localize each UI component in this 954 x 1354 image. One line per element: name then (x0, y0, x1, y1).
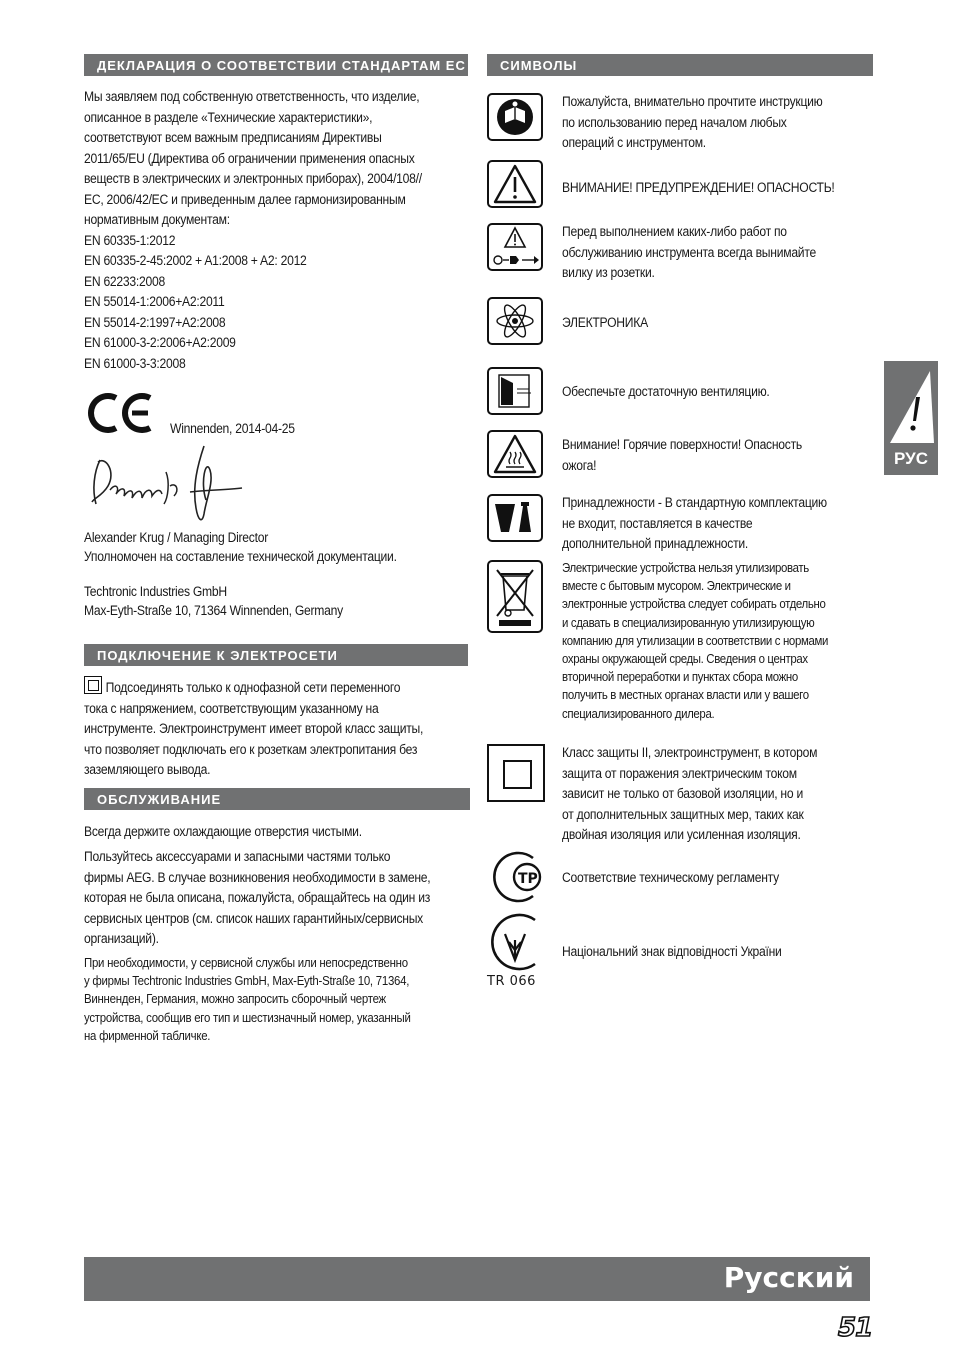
symbol-line: ожога! (562, 457, 597, 473)
read-manual-icon (487, 93, 543, 141)
symbol-text (562, 435, 861, 476)
maintenance-p3 (84, 954, 411, 1045)
ukraine-conformity-icon (485, 912, 545, 972)
symbol-text (562, 942, 861, 963)
maintenance-line: у фирмы Techtronic Industries GmbH, Max-Eyth-Straße 10, 71364, (84, 973, 410, 989)
company-name: Techtronic Industries GmbH (84, 584, 227, 599)
symbol-line: охраны окружающей среды. Сведения о центрах (562, 651, 808, 667)
symbol-line: Обеспечьте достаточную вентиляцию. (562, 384, 770, 399)
symbol-line: Пожалуйста, внимательно прочтите инструкцию (562, 94, 823, 109)
symbol-text (562, 868, 861, 889)
symbol-text (562, 743, 861, 846)
maintenance-line: Винненден, Германия, можно запросить сборочный чертеж (84, 991, 386, 1007)
footer-language: Русский (723, 1261, 854, 1294)
signature-image (86, 442, 246, 526)
maintenance-line: При необходимости, у сервисной службы или непосредственно (84, 955, 408, 970)
footer-bar (84, 1257, 870, 1301)
symbol-text (562, 222, 861, 284)
symbol-line: получить в местных органах власти или у вашего (562, 687, 809, 703)
declaration-line: описанное в разделе «Технические характеристики», (84, 109, 373, 125)
symbol-line: двойная изоляция или усиленная изоляция. (562, 827, 801, 842)
mains-line: Подсоединять только к однофазной сети переменного (105, 680, 401, 695)
symbol-line: зависит не только от базовой изоляции, но и (562, 786, 803, 801)
standard-line: EN 55014-1:2006+A2:2011 (84, 294, 225, 309)
mains-line: заземляющего вывода. (84, 762, 211, 777)
symbol-line: обслуживанию инструмента всегда вынимайте (562, 244, 816, 260)
language-side-tab (884, 361, 938, 475)
svg-text:ТР: ТР (518, 871, 538, 887)
maintenance-line: фирмы AEG. В случае возникновения необходимости в замене, (84, 869, 431, 885)
symbol-line: защита от поражения электрическим током (562, 765, 797, 781)
standard-line: EN 60335-2-45:2002 + A1:2008 + A2: 2012 (84, 253, 307, 268)
declaration-line: ЕС, 2006/42/ЕС и приведенным далее гармонизированным (84, 191, 406, 207)
declaration-line: нормативным документам: (84, 212, 230, 227)
symbol-line: Принадлежности - В стандартную комплектацию (562, 495, 827, 510)
ukraine-mark-code: TR 066 (487, 974, 536, 989)
company-address: Max-Eyth-Straße 10, 71364 Winnenden, Germany (84, 603, 343, 618)
authorized-note: Уполномочен на составление технической документации. (84, 549, 397, 564)
place-date: Winnenden, 2014-04-25 (170, 421, 295, 436)
mains-heading: ПОДКЛЮЧЕНИЕ К ЭЛЕКТРОСЕТИ (84, 644, 468, 666)
declaration-line: веществ в электрических и электронных приборах), 2004/108// (84, 171, 422, 186)
symbol-line: вилку из розетки. (562, 265, 655, 280)
symbol-line: Соответствие техническому регламенту (562, 870, 779, 885)
symbol-line: Перед выполнением каких-либо работ по (562, 224, 787, 239)
declaration-line: 2011/65/EU (Директива об ограничении применения опасных (84, 150, 415, 166)
maintenance-line: организаций). (84, 931, 159, 946)
mains-text (84, 678, 423, 781)
side-tab-label: РУС (894, 449, 928, 468)
declaration-text (84, 87, 422, 374)
standard-line: EN 61000-3-2:2006+A2:2009 (84, 335, 236, 350)
symbol-line: Внимание! Горячие поверхности! Опасность (562, 437, 802, 452)
warning-triangle-icon (487, 160, 543, 208)
standard-line: EN 62233:2008 (84, 273, 165, 289)
weee-bin-icon (487, 560, 543, 633)
page-number: 51 (838, 1313, 873, 1343)
eac-gost-icon (485, 848, 547, 906)
symbol-line: от дополнительных защитных мер, таких как (562, 806, 804, 822)
warning-icon (886, 363, 936, 447)
symbol-text (562, 559, 861, 723)
mains-line: тока с напряжением, соответствующим указанному на (84, 700, 379, 716)
standard-line: EN 60335-1:2012 (84, 232, 176, 248)
symbol-line: ВНИМАНИЕ! ПРЕДУПРЕЖДЕНИЕ! ОПАСНОСТЬ! (562, 180, 835, 195)
declaration-heading: ДЕКЛАРАЦИЯ О СООТВЕТСТВИИ СТАНДАРТАМ ЕС (84, 54, 468, 76)
symbol-line: дополнительной принадлежности. (562, 536, 749, 551)
symbol-line: не входит, поставляется в качестве (562, 515, 753, 531)
symbol-text (562, 313, 861, 334)
standard-line: EN 55014-2:1997+A2:2008 (84, 314, 226, 330)
electronics-atom-icon (487, 297, 543, 345)
symbol-line: и сдавать в специализированную утилизирующую (562, 614, 815, 630)
symbols-heading: СИМВОЛЫ (487, 54, 873, 76)
class-ii-icon (487, 744, 545, 802)
maintenance-line: на фирменной табличке. (84, 1027, 211, 1043)
declaration-line: Мы заявляем под собственную ответственность, что изделие, (84, 89, 420, 104)
maintenance-line: устройства, сообщив его тип и шестизначный номер, указанный (84, 1009, 411, 1025)
mains-line: инструменте. Электроинструмент имеет второй класс защиты, (84, 721, 424, 736)
maintenance-heading: ОБСЛУЖИВАНИЕ (84, 788, 470, 810)
accessories-icon (487, 494, 543, 542)
ventilation-icon (487, 367, 543, 415)
maintenance-line: сервисных центров (см. список наших гарантийных/сервисных (84, 910, 423, 926)
symbol-text (562, 493, 861, 555)
declaration-line: соответствуют всем важным предписаниям Директивы (84, 130, 382, 145)
standard-line: EN 61000-3-3:2008 (84, 355, 186, 371)
symbol-line: специализированного дилера. (562, 705, 715, 721)
symbol-line: Національний знак відповідності України (562, 944, 782, 959)
maintenance-p1: Всегда держите охлаждающие отверстия чистыми. (84, 824, 362, 839)
mains-line: что позволяет подключать его к розеткам электропитания без (84, 741, 418, 757)
unplug-warning-icon (487, 223, 543, 271)
symbol-line: вместе с бытовым мусором. Электрические и (562, 578, 791, 594)
signer: Alexander Krug / Managing Director (84, 530, 268, 545)
symbol-line: по использованию перед началом любых (562, 114, 787, 130)
symbol-line: компанию для утилизации в соответствии с нормами (562, 632, 829, 648)
symbol-text (562, 382, 861, 403)
symbol-line: электронные устройства следует собирать отдельно (562, 596, 826, 612)
symbol-text (562, 178, 861, 199)
symbol-text (562, 92, 861, 154)
symbol-line: ЭЛЕКТРОНИКА (562, 315, 648, 330)
hot-surface-icon (487, 430, 543, 478)
symbol-line: операций с инструментом. (562, 135, 706, 150)
maintenance-line: которая не была описана, пожалуйста, обращайтесь на один из (84, 890, 431, 905)
ce-mark-icon (88, 392, 154, 434)
maintenance-line: Пользуйтесь аксессуарами и запасными частями только (84, 849, 391, 864)
maintenance-p2 (84, 847, 430, 950)
symbol-line: вторичной переработки и пунктах сбора можно (562, 669, 798, 685)
symbol-line: Электрические устройства нельзя утилизировать (562, 560, 809, 575)
symbol-line: Класс защиты II, электроинструмент, в котором (562, 745, 818, 760)
